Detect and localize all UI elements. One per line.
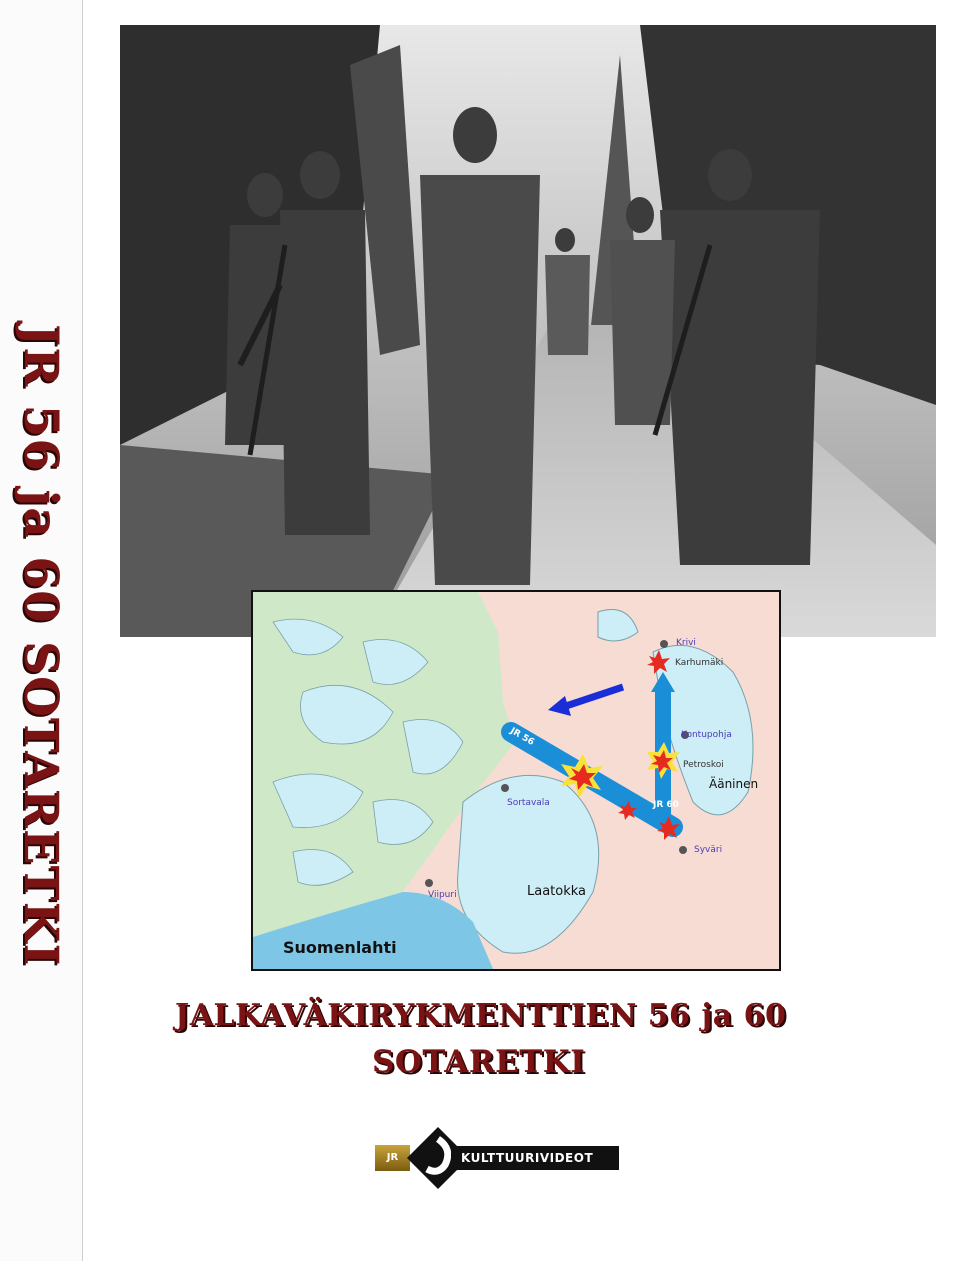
place-laatokka: Laatokka [527, 884, 587, 899]
place-suomenlahti: Suomenlahti [283, 938, 397, 957]
place-syvari: Syväri [694, 845, 723, 855]
place-viipuri: Viipuri [428, 890, 457, 900]
place-aaninen: Ääninen [709, 777, 759, 791]
place-kontupohja: Kontupohja [681, 730, 732, 740]
route-label-jr56: JR 56 [508, 726, 536, 748]
place-krivi: Krivi [676, 638, 696, 648]
route-label-jr60: JR 60 [653, 800, 679, 810]
headline-line2: SOTARETKI [372, 1044, 586, 1080]
place-petroskoi: Petroskoi [683, 760, 724, 770]
place-karhumaki: Karhumäki [675, 658, 724, 668]
spine-title: JR 56 ja 60 SOTARETKI [13, 324, 68, 967]
dvd-spine [0, 0, 83, 1261]
logo-badge: JR [375, 1145, 410, 1171]
headline-line1: JALKAVÄKIRYKMENTTIEN 56 ja 60 [175, 998, 787, 1033]
campaign-map [251, 590, 781, 971]
logo-brand: KULTTUURIVIDEOT [451, 1146, 619, 1170]
publisher-logo [375, 1125, 620, 1191]
cover-photo [120, 25, 936, 637]
place-sortavala: Sortavala [507, 798, 550, 808]
